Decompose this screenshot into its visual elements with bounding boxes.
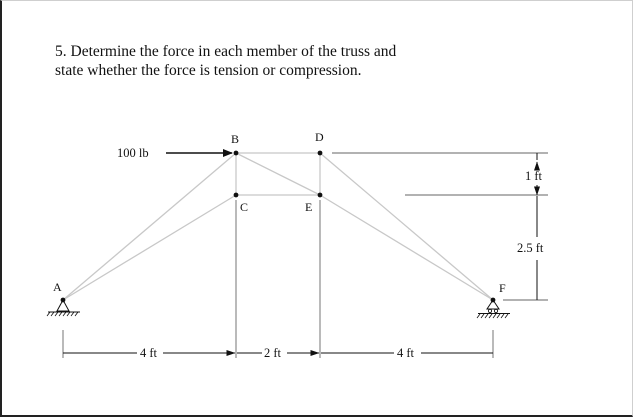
problem-line-1: 5. Determine the force in each member of the truss and xyxy=(55,43,397,60)
label-c: C xyxy=(240,200,249,214)
label-e: E xyxy=(305,200,313,214)
label-f: F xyxy=(499,281,506,295)
roller-support-f xyxy=(477,300,510,318)
member-df xyxy=(320,153,493,300)
dim-vertical-1: 1 ft xyxy=(525,169,543,183)
horizontal-dimensions xyxy=(63,346,493,360)
load-label: 100 lb xyxy=(117,146,149,160)
member-be xyxy=(236,153,320,195)
dim-horizontal-1: 4 ft xyxy=(140,346,158,360)
joint-a xyxy=(61,298,66,303)
truss-members xyxy=(63,153,493,300)
label-b: B xyxy=(231,132,240,146)
joint-d xyxy=(318,151,323,156)
problem-line-2: state whether the force is tension or compression. xyxy=(55,62,362,79)
dim-horizontal-3: 4 ft xyxy=(397,346,415,360)
applied-load xyxy=(117,146,232,160)
joint-e xyxy=(318,193,323,198)
joint-c xyxy=(234,193,239,198)
label-a: A xyxy=(53,280,62,294)
joint-b xyxy=(234,151,239,156)
label-d: D xyxy=(315,130,324,144)
member-ab xyxy=(63,153,236,300)
dim-horizontal-2: 2 ft xyxy=(264,346,282,360)
vertical-dimensions xyxy=(517,153,544,300)
pin-support-a xyxy=(47,300,80,316)
dim-vertical-2: 2.5 ft xyxy=(517,241,544,255)
member-ef xyxy=(320,195,493,300)
member-ac xyxy=(63,195,236,300)
joint-f xyxy=(491,298,496,303)
